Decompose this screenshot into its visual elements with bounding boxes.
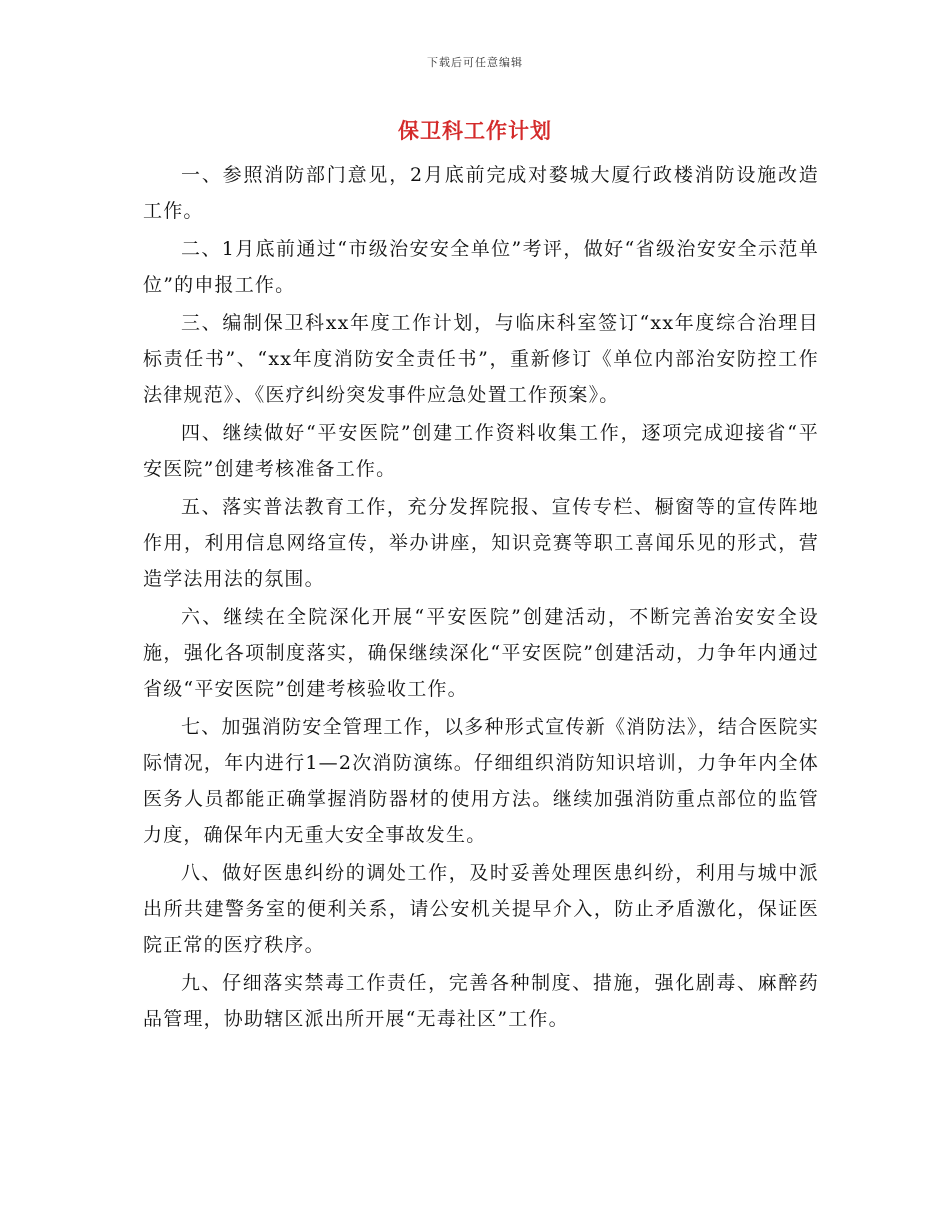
paragraph-6: 六、继续在全院深化开展“平安医院”创建活动，不断完善治安安全设施，强化各项制度落实，确保继续深化“平安医院”创建活动，力争年内通过省级“平安医院”创建考核验收工作。 bbox=[143, 606, 819, 700]
header-note: 下载后可任意编辑 bbox=[427, 56, 523, 69]
paragraph-7: 七、加强消防安全管理工作，以多种形式宣传新《消防法》，结合医院实际情况，年内进行1—2次消防演练。仔细组织消防知识培训，力争年内全体医务人员都能正确掌握消防器材的使用方法。继续加强消防重点部位的监管力度，确保年内无重大安全事故发生。 bbox=[143, 716, 819, 846]
paragraph-3: 三、编制保卫科xx年度工作计划，与临床科室签订“xx年度综合治理目标责任书”、“xx年度消防安全责任书”，重新修订《单位内部治安防控工作法律规范》、《医疗纠纷突发事件应急处置工作预案》。 bbox=[143, 312, 819, 406]
paragraph-4: 四、继续做好“平安医院”创建工作资料收集工作，逐项完成迎接省“平安医院”创建考核准备工作。 bbox=[143, 422, 819, 480]
paragraph-9: 九、仔细落实禁毒工作责任，完善各种制度、措施，强化剧毒、麻醉药品管理，协助辖区派出所开展“无毒社区”工作。 bbox=[143, 972, 819, 1030]
paragraph-5: 五、落实普法教育工作，充分发挥院报、宣传专栏、橱窗等的宣传阵地作用，利用信息网络宣传，举办讲座，知识竞赛等职工喜闻乐见的形式，营造学法用法的氛围。 bbox=[143, 496, 819, 590]
paragraph-8: 八、做好医患纠纷的调处工作，及时妥善处理医患纠纷，利用与城中派出所共建警务室的便利关系，请公安机关提早介入，防止矛盾激化，保证医院正常的医疗秩序。 bbox=[143, 862, 819, 956]
paragraph-2: 二、1月底前通过“市级治安安全单位”考评，做好“省级治安安全示范单位”的申报工作。 bbox=[143, 238, 819, 296]
paragraph-1: 一、参照消防部门意见，2月底前完成对婺城大厦行政楼消防设施改造工作。 bbox=[143, 164, 819, 222]
document-title: 保卫科工作计划 bbox=[398, 118, 552, 143]
document-body bbox=[143, 157, 819, 1039]
